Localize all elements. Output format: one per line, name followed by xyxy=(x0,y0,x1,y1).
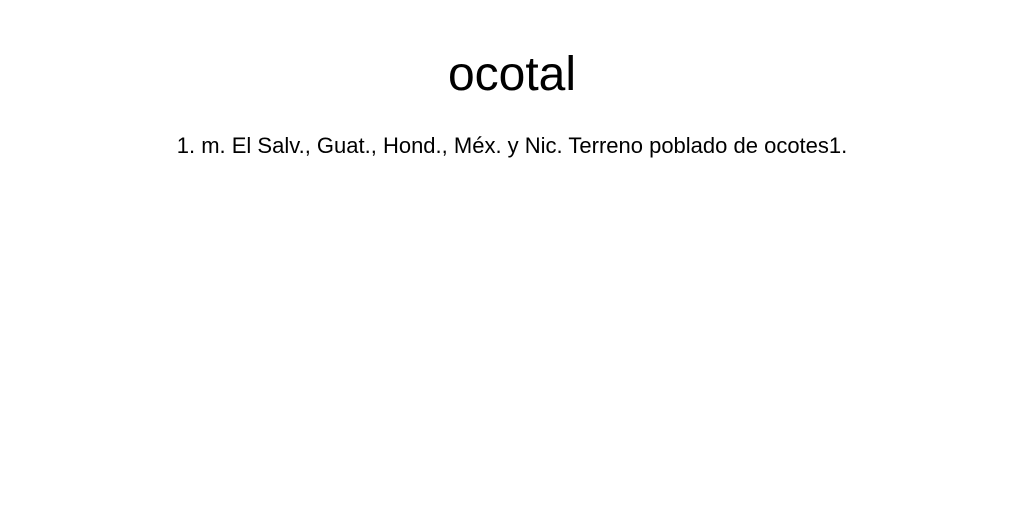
definition-1: 1. m. El Salv., Guat., Hond., Méx. y Nic. Terreno poblado de ocotes1. xyxy=(176,133,848,158)
entry-headword: ocotal xyxy=(447,48,577,101)
